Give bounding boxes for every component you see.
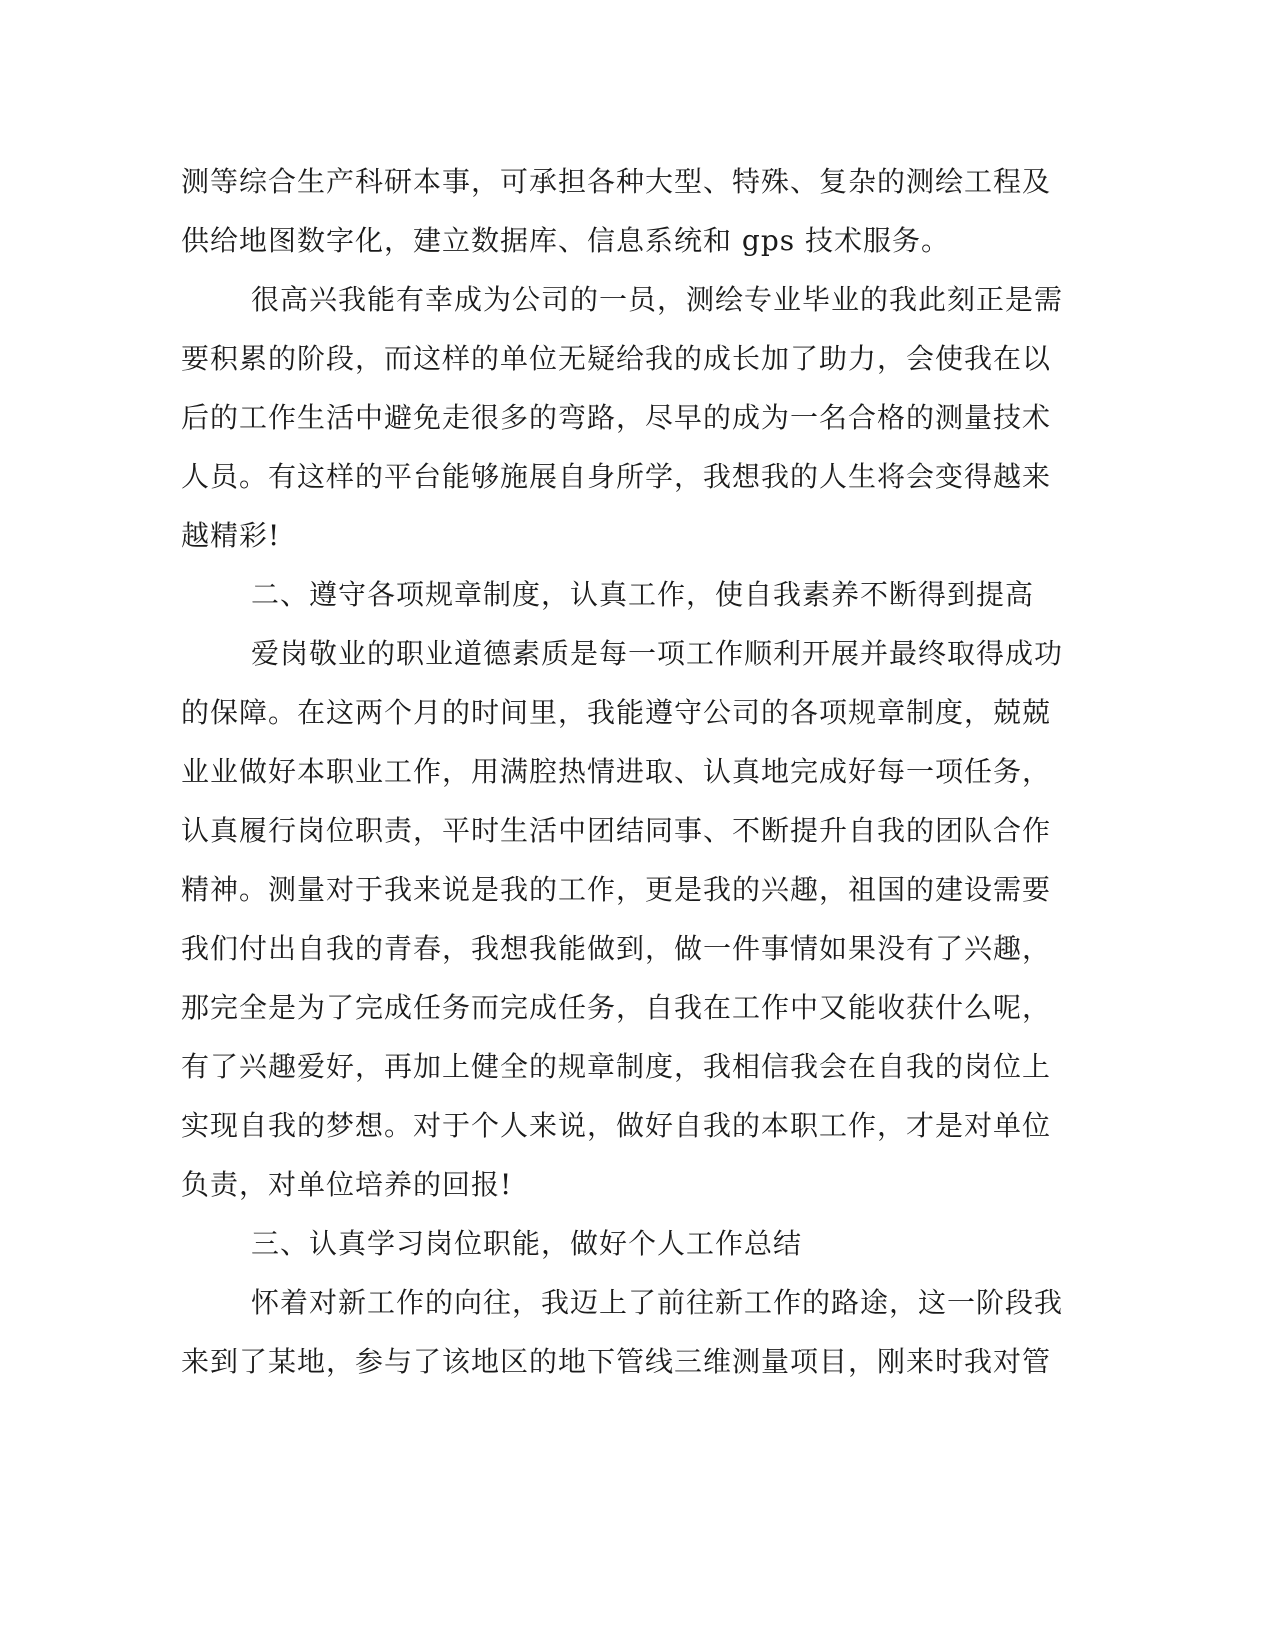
text-line: 要积累的阶段，而这样的单位无疑给我的成长加了助力，会使我在以 bbox=[181, 342, 1052, 375]
text-line: 实现自我的梦想。对于个人来说，做好自我的本职工作，才是对单位 bbox=[181, 1109, 1052, 1142]
section-heading: 二、遵守各项规章制度，认真工作，使自我素养不断得到提高 bbox=[251, 578, 1035, 611]
text-line: 来到了某地，参与了该地区的地下管线三维测量项目，刚来时我对管 bbox=[181, 1345, 1052, 1378]
paragraph-start-line: 爱岗敬业的职业道德素质是每一项工作顺利开展并最终取得成功 bbox=[251, 637, 1064, 670]
document-body bbox=[181, 152, 1064, 1391]
paragraph-start-line: 怀着对新工作的向往，我迈上了前往新工作的路途，这一阶段我 bbox=[251, 1286, 1064, 1319]
text-line: 越精彩! bbox=[181, 519, 281, 552]
paragraph-start-line: 很高兴我能有幸成为公司的一员，测绘专业毕业的我此刻正是需 bbox=[251, 283, 1064, 316]
section-heading: 三、认真学习岗位职能，做好个人工作总结 bbox=[251, 1227, 803, 1260]
text-line: 业业做好本职业工作，用满腔热情进取、认真地完成好每一项任务， bbox=[181, 755, 1052, 788]
text-line: 那完全是为了完成任务而完成任务，自我在工作中又能收获什么呢， bbox=[181, 991, 1052, 1024]
text-line: 供给地图数字化，建立数据库、信息系统和 gps 技术服务。 bbox=[181, 224, 951, 257]
text-line: 我们付出自我的青春，我想我能做到，做一件事情如果没有了兴趣， bbox=[181, 932, 1052, 965]
text-line: 精神。测量对于我来说是我的工作，更是我的兴趣，祖国的建设需要 bbox=[181, 873, 1052, 906]
text-line: 人员。有这样的平台能够施展自身所学，我想我的人生将会变得越来 bbox=[181, 460, 1052, 493]
text-line: 后的工作生活中避免走很多的弯路，尽早的成为一名合格的测量技术 bbox=[181, 401, 1052, 434]
text-line: 负责，对单位培养的回报! bbox=[181, 1168, 513, 1201]
text-line: 认真履行岗位职责，平时生活中团结同事、不断提升自我的团队合作 bbox=[181, 814, 1052, 847]
text-line: 测等综合生产科研本事，可承担各种大型、特殊、复杂的测绘工程及 bbox=[181, 165, 1052, 198]
text-line: 有了兴趣爱好，再加上健全的规章制度，我相信我会在自我的岗位上 bbox=[181, 1050, 1052, 1083]
text-line: 的保障。在这两个月的时间里，我能遵守公司的各项规章制度，兢兢 bbox=[181, 696, 1052, 729]
